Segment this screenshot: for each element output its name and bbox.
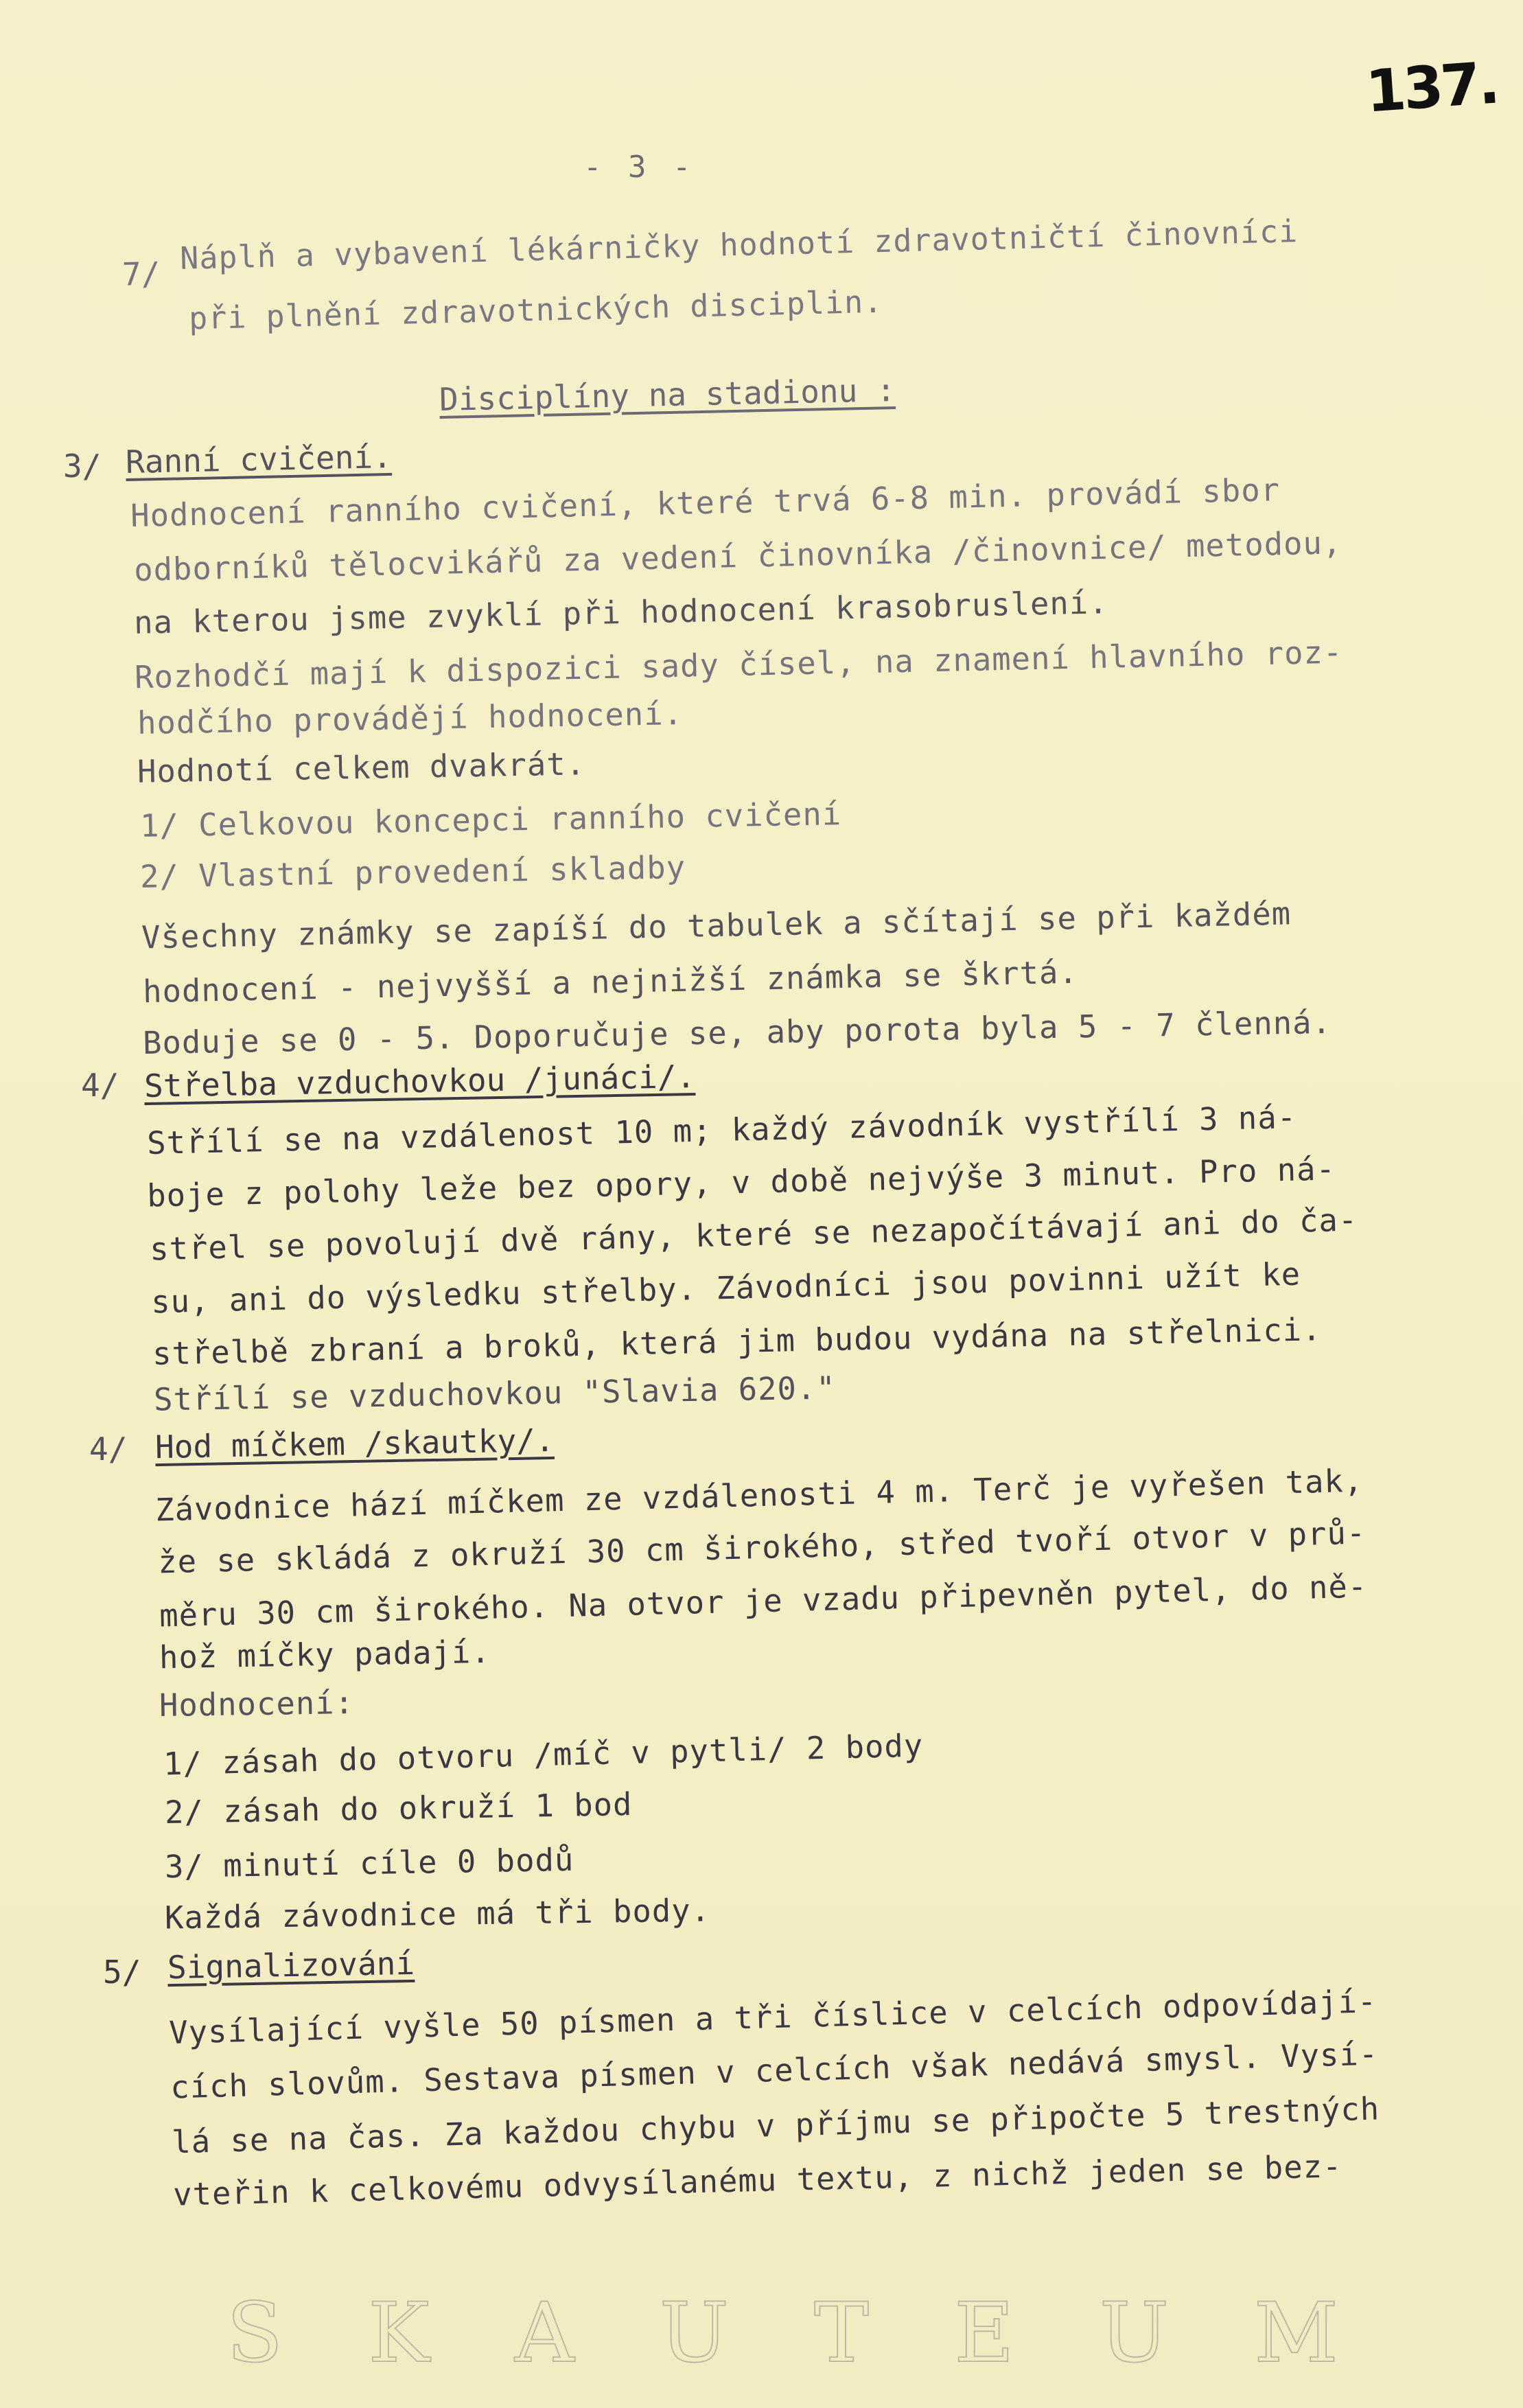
text-line: Každá závodnice má tři body. — [164, 1892, 711, 1936]
watermark-letter: M — [1254, 2286, 1338, 2381]
text-line: vteřin k celkovému odvysílanému textu, z nichž jeden se bez- — [172, 2148, 1343, 2213]
text-line: Všechny známky se zapíší do tabulek a sčítají se při každém — [141, 895, 1292, 956]
text-line: hodčího provádějí hodnocení. — [137, 695, 684, 741]
text-line: střel se povolují dvě rány, které se nezapočítávají ani do ča- — [149, 1201, 1358, 1268]
text-line: Rozhodčí mají k dispozici sady čísel, na znamení hlavního roz- — [134, 634, 1343, 696]
handwritten-page-number: 137. — [1363, 49, 1500, 126]
text-line: Vysílající vyšle 50 písmen a tři číslice v celcích odpovídají- — [168, 1982, 1377, 2052]
watermark-letter: E — [954, 2286, 1014, 2381]
watermark-letter: A — [515, 2286, 574, 2381]
intro-line: při plnění zdravotnických disciplin. — [188, 283, 883, 337]
text-line: 3/ minutí cíle 0 bodů — [164, 1841, 574, 1886]
text-line: Hodnotí celkem dvakrát. — [137, 745, 586, 790]
section-number: 5/ — [103, 1954, 141, 1991]
intro-line: Náplň a vybavení lékárničky hodnotí zdravotničtí činovníci — [179, 213, 1299, 277]
text-line: Závodnice hází míčkem ze vzdálenosti 4 m. Terč je vyřešen tak, — [154, 1462, 1364, 1529]
watermark-letter: S — [226, 2286, 283, 2381]
page-number: - 3 - — [583, 150, 695, 185]
section-title: Ranní cvičení. — [125, 437, 393, 481]
text-line: měru 30 cm širokého. Na otvor je vzadu připevněn pytel, do ně- — [159, 1568, 1368, 1634]
text-line: na kterou jsme zvyklí při hodnocení krasobruslení. — [133, 584, 1109, 641]
text-line: střelbě zbraní a broků, která jim budou vydána na střelnici. — [152, 1311, 1322, 1372]
section-number: 4/ — [81, 1067, 119, 1104]
text-line: 2/ zásah do okruží 1 bod — [164, 1786, 633, 1831]
text-line: hož míčky padají. — [159, 1633, 491, 1676]
text-line: Střílí se vzduchovkou "Slavia 620." — [153, 1369, 837, 1418]
text-line: 1/ Celkovou koncepci ranního cvičení — [139, 796, 842, 844]
section-title: Hod míčkem /skautky/. — [154, 1421, 555, 1466]
section-title: Střelba vzduchovkou /junáci/. — [143, 1057, 696, 1105]
text-line: 1/ zásah do otvoru /míč v pytli/ 2 body — [163, 1727, 924, 1783]
watermark-letter: K — [368, 2286, 430, 2381]
section-number: 4/ — [89, 1431, 128, 1468]
text-line: hodnocení - nejvyšší a nejnižší známka se škrtá. — [142, 953, 1079, 1010]
skauteum-watermark — [226, 2286, 1338, 2381]
section-heading: Disciplíny na stadionu : — [439, 371, 896, 418]
section-title: Signalizování — [167, 1944, 415, 1987]
text-line: Hodnocení: — [159, 1685, 355, 1724]
text-line: lá se na čas. Za každou chybu v příjmu se připočte 5 trestných — [171, 2090, 1380, 2161]
text-line: 2/ Vlastní provedení skladby — [139, 849, 686, 895]
watermark-letter: U — [1099, 2286, 1169, 2381]
text-line: odborníků tělocvikářů za vedení činovníka /činovnice/ metodou, — [133, 524, 1342, 588]
text-line: cích slovům. Sestava písmen v celcích však nedává smysl. Vysí- — [170, 2035, 1379, 2106]
text-line: Boduje se 0 - 5. Doporučuje se, aby porota byla 5 - 7 členná. — [142, 1004, 1332, 1062]
text-line: že se skládá z okruží 30 cm širokého, střed tvoří otvor v prů- — [157, 1514, 1367, 1581]
text-line: Hodnocení ranního cvičení, které trvá 6-8 min. provádí sbor — [130, 472, 1281, 534]
text-line: su, ani do výsledku střelby. Závodníci jsou povinni užít ke — [150, 1255, 1301, 1321]
intro-number: 7/ — [121, 255, 161, 293]
text-line: boje z polohy leže bez opory, v době nejvýše 3 minut. Pro ná- — [146, 1150, 1336, 1214]
section-number: 3/ — [63, 448, 102, 485]
watermark-letter: U — [659, 2286, 729, 2381]
text-line: Střílí se na vzdálenost 10 m; každý závodník vystřílí 3 ná- — [146, 1099, 1297, 1161]
watermark-letter: T — [814, 2286, 870, 2381]
